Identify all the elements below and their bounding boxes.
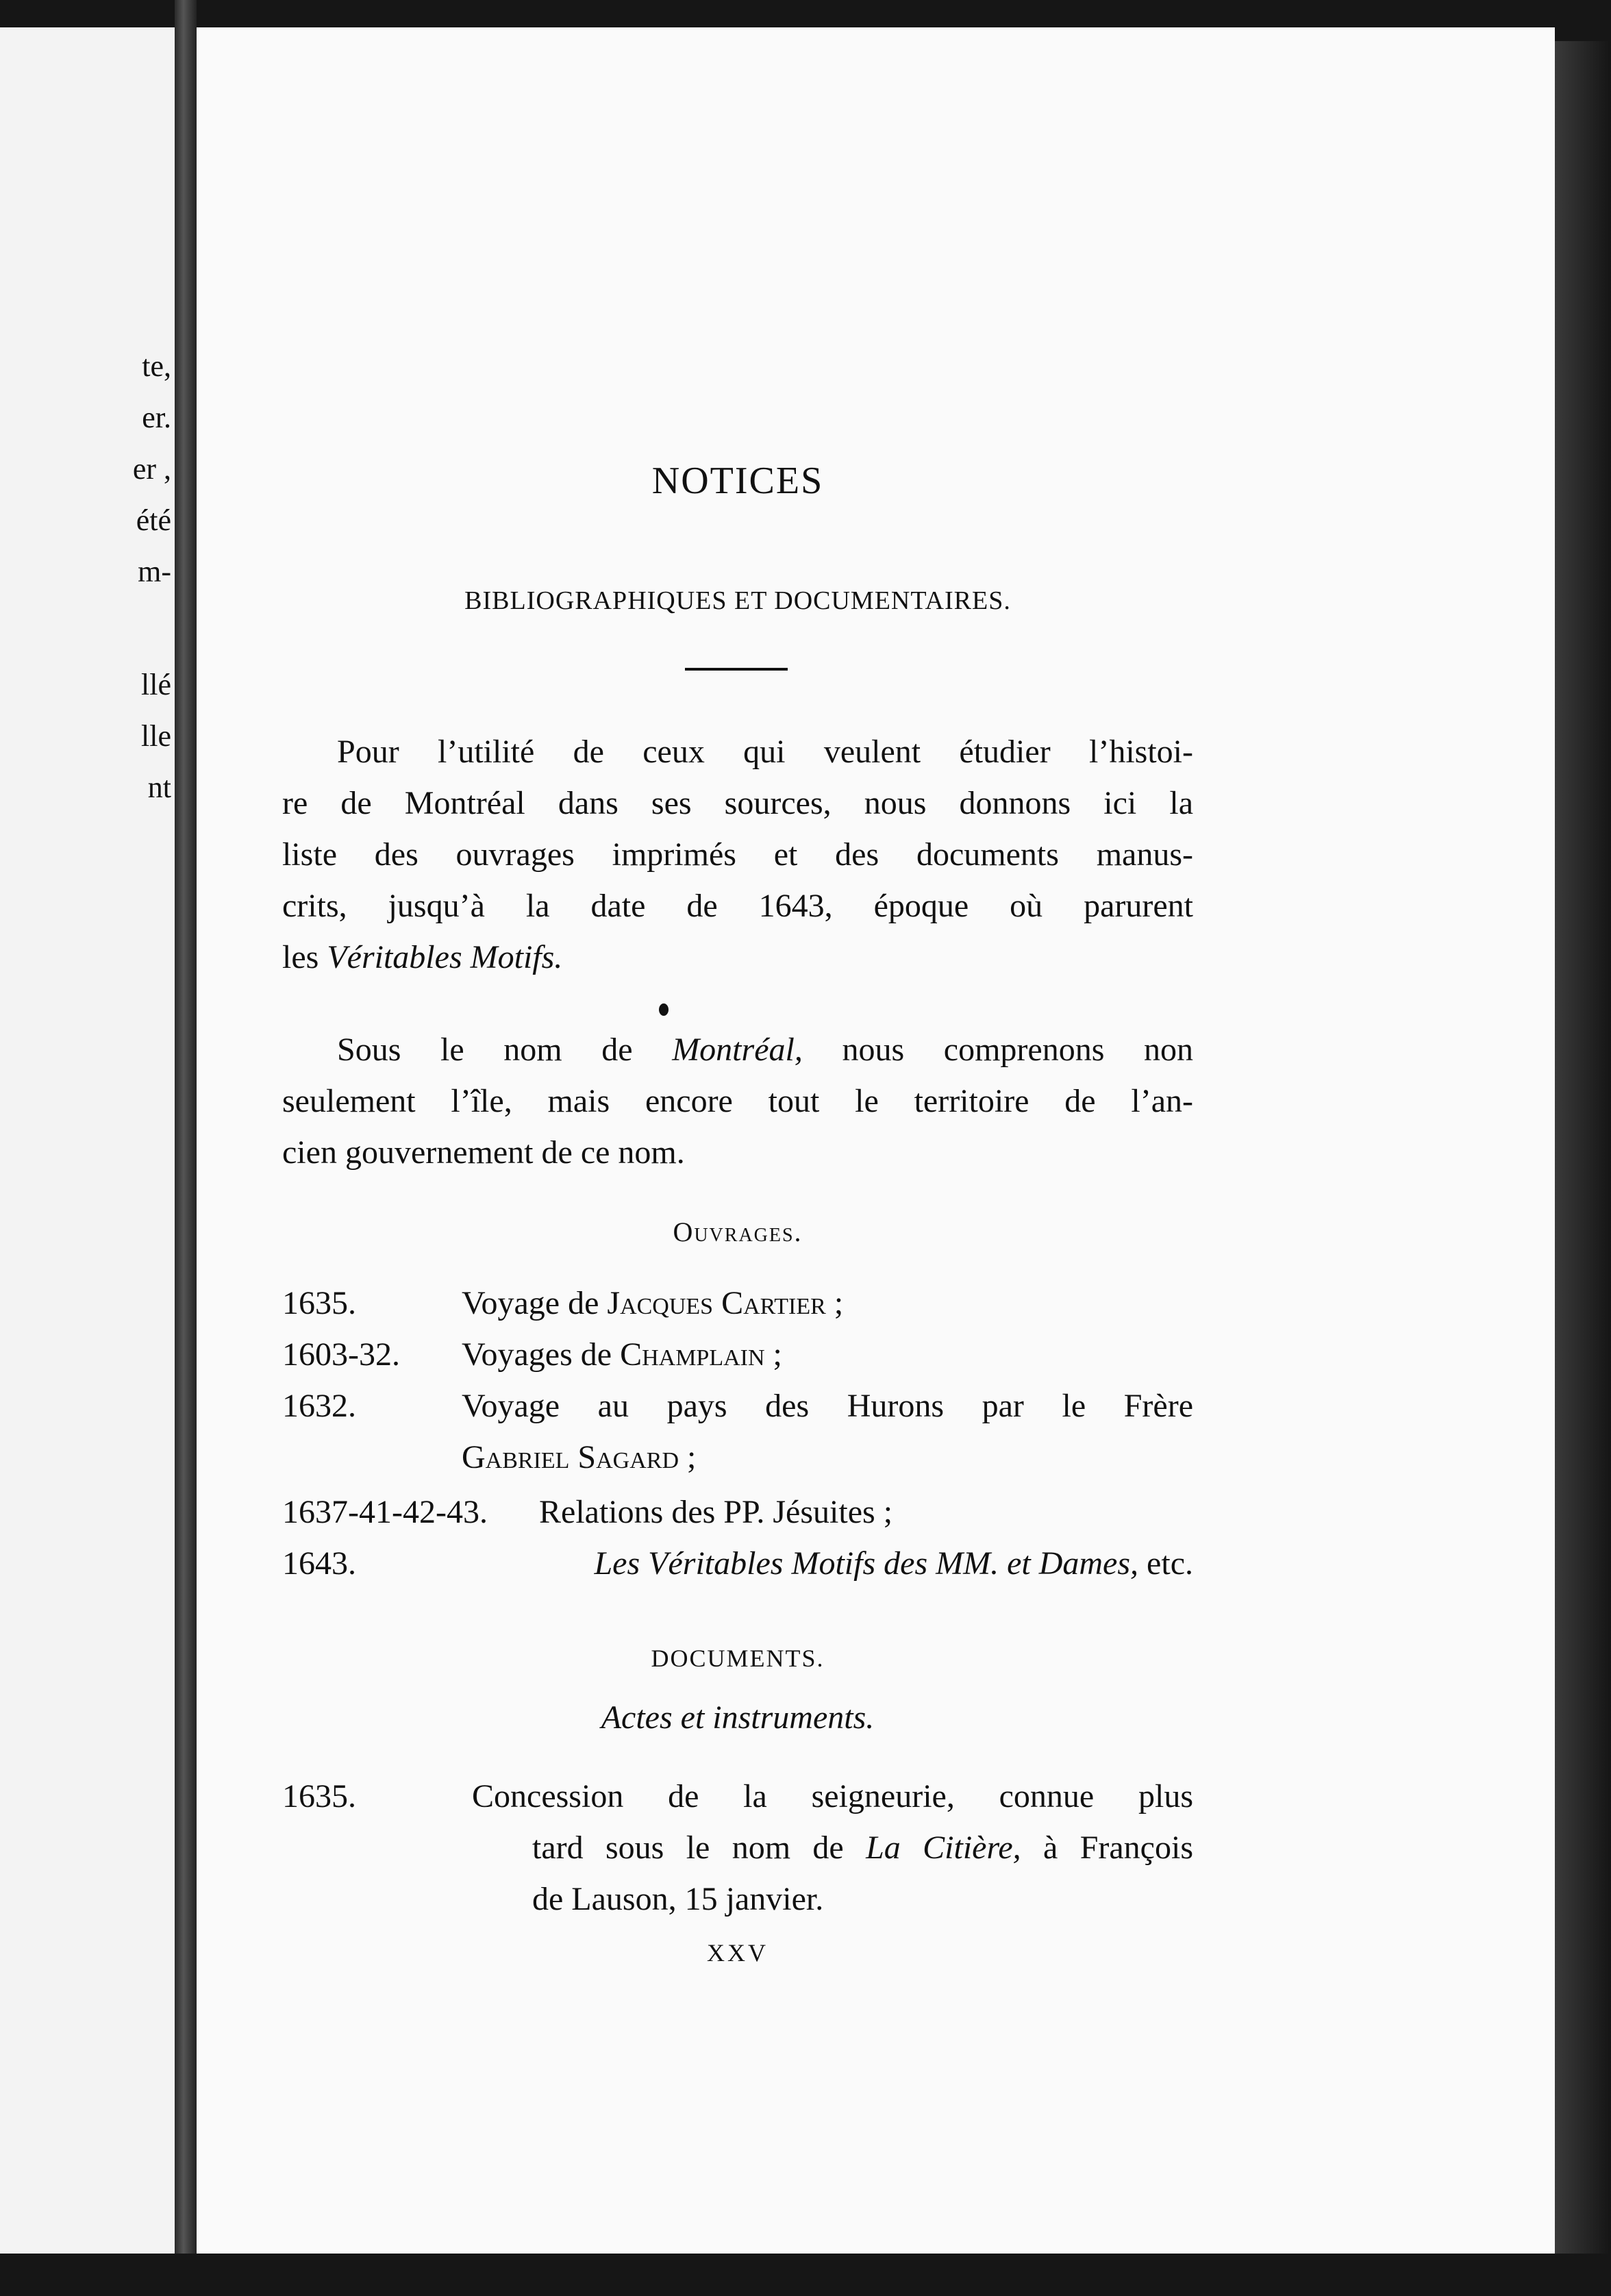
fragment-line: m- bbox=[138, 555, 171, 588]
page-title: NOTICES bbox=[651, 460, 824, 502]
ouvrages-heading: Ouvrages. bbox=[673, 1216, 803, 1247]
intro-line: Pour l’utilité de ceux qui veulent étudier l’histoi- bbox=[337, 734, 1193, 770]
entry-text bbox=[462, 1336, 782, 1373]
entry-text bbox=[462, 1284, 843, 1322]
page-number: XXV bbox=[707, 1939, 769, 1967]
page-subtitle: BIBLIOGRAPHIQUES ET DOCUMENTAIRES. bbox=[464, 586, 1011, 615]
fragment-line: nt bbox=[147, 771, 171, 804]
documents-subheading-text: Actes et instruments. bbox=[601, 1699, 875, 1736]
document-line: de Lauson, 15 janvier. bbox=[532, 1881, 824, 1917]
entry-year: 1635. bbox=[282, 1285, 356, 1321]
fragment-line: été bbox=[136, 503, 171, 537]
document-line bbox=[532, 1829, 1193, 1867]
entry-year: 1637-41-42-43. bbox=[282, 1494, 488, 1530]
entry-text: Relations des PP. Jésuites ; bbox=[539, 1494, 893, 1530]
ink-speck bbox=[659, 1003, 669, 1016]
entry-text: Voyage au pays des Hurons par le Frère bbox=[462, 1388, 1193, 1424]
fragment-line: te, bbox=[142, 349, 171, 383]
scope-paragraph bbox=[282, 1024, 1193, 1178]
fragment-line: er. bbox=[142, 401, 171, 434]
documents-subheading bbox=[197, 1699, 1279, 1736]
book-page bbox=[197, 27, 1555, 2254]
right-page-edge bbox=[1555, 41, 1611, 2254]
document-line: Concession de la seigneurie, connue plus bbox=[472, 1778, 1193, 1814]
film-frame-bottom bbox=[0, 2254, 1611, 2296]
page-gutter bbox=[175, 0, 197, 2296]
fragment-line: lle bbox=[141, 719, 171, 753]
left-page-fragment bbox=[0, 27, 175, 2254]
intro-line bbox=[282, 932, 1193, 983]
scope-line: seulement l’île, mais encore tout le territoire de l’an- bbox=[282, 1083, 1193, 1119]
entry-year: 1643. bbox=[282, 1545, 356, 1582]
intro-text: les bbox=[282, 939, 327, 975]
document-text: tard sous le nom de bbox=[532, 1830, 866, 1866]
entry-smallcaps: Gabriel Sagard bbox=[462, 1439, 679, 1475]
entry-text-part: Voyage de bbox=[462, 1285, 608, 1321]
entry-year: 1635. bbox=[282, 1778, 356, 1814]
entry-smallcaps: Jacques Cartier bbox=[607, 1285, 826, 1321]
fragment-line: llé bbox=[141, 668, 171, 701]
entry-text bbox=[462, 1438, 696, 1476]
scope-line bbox=[282, 1024, 1193, 1075]
scope-text: nous comprenons non bbox=[802, 1032, 1194, 1068]
entry-text-part: ; bbox=[825, 1285, 844, 1321]
document-italic: La Citière, bbox=[866, 1830, 1021, 1866]
intro-line: crits, jusqu’à la date de 1643, époque où parurent bbox=[282, 888, 1193, 924]
entry-text-part: ; bbox=[679, 1439, 697, 1475]
entry-year: 1603-32. bbox=[282, 1336, 400, 1373]
scope-italic: Montréal, bbox=[672, 1032, 803, 1068]
document-text: à François bbox=[1021, 1830, 1194, 1866]
entry-italic: Les Véritables Motifs des MM. et Dames, bbox=[594, 1545, 1139, 1582]
scope-line: cien gouvernement de ce nom. bbox=[282, 1134, 685, 1171]
title-rule bbox=[685, 668, 788, 671]
intro-line: re de Montréal dans ses sources, nous donnons ici la bbox=[282, 785, 1193, 821]
entry-smallcaps: Champlain bbox=[620, 1336, 765, 1373]
entry-text-part: ; bbox=[764, 1336, 782, 1373]
scope-text: Sous le nom de bbox=[337, 1032, 673, 1068]
entry-text-part: etc. bbox=[1138, 1545, 1193, 1582]
intro-line: liste des ouvrages imprimés et des documents manus- bbox=[282, 836, 1193, 873]
fragment-line: er , bbox=[132, 452, 171, 486]
entry-year: 1632. bbox=[282, 1388, 356, 1424]
documents-heading: DOCUMENTS. bbox=[651, 1645, 825, 1672]
entry-text-part: Voyages de bbox=[462, 1336, 621, 1373]
intro-italic: Véritables Motifs. bbox=[327, 939, 563, 975]
entry-text bbox=[472, 1545, 1193, 1582]
intro-paragraph bbox=[282, 726, 1193, 983]
